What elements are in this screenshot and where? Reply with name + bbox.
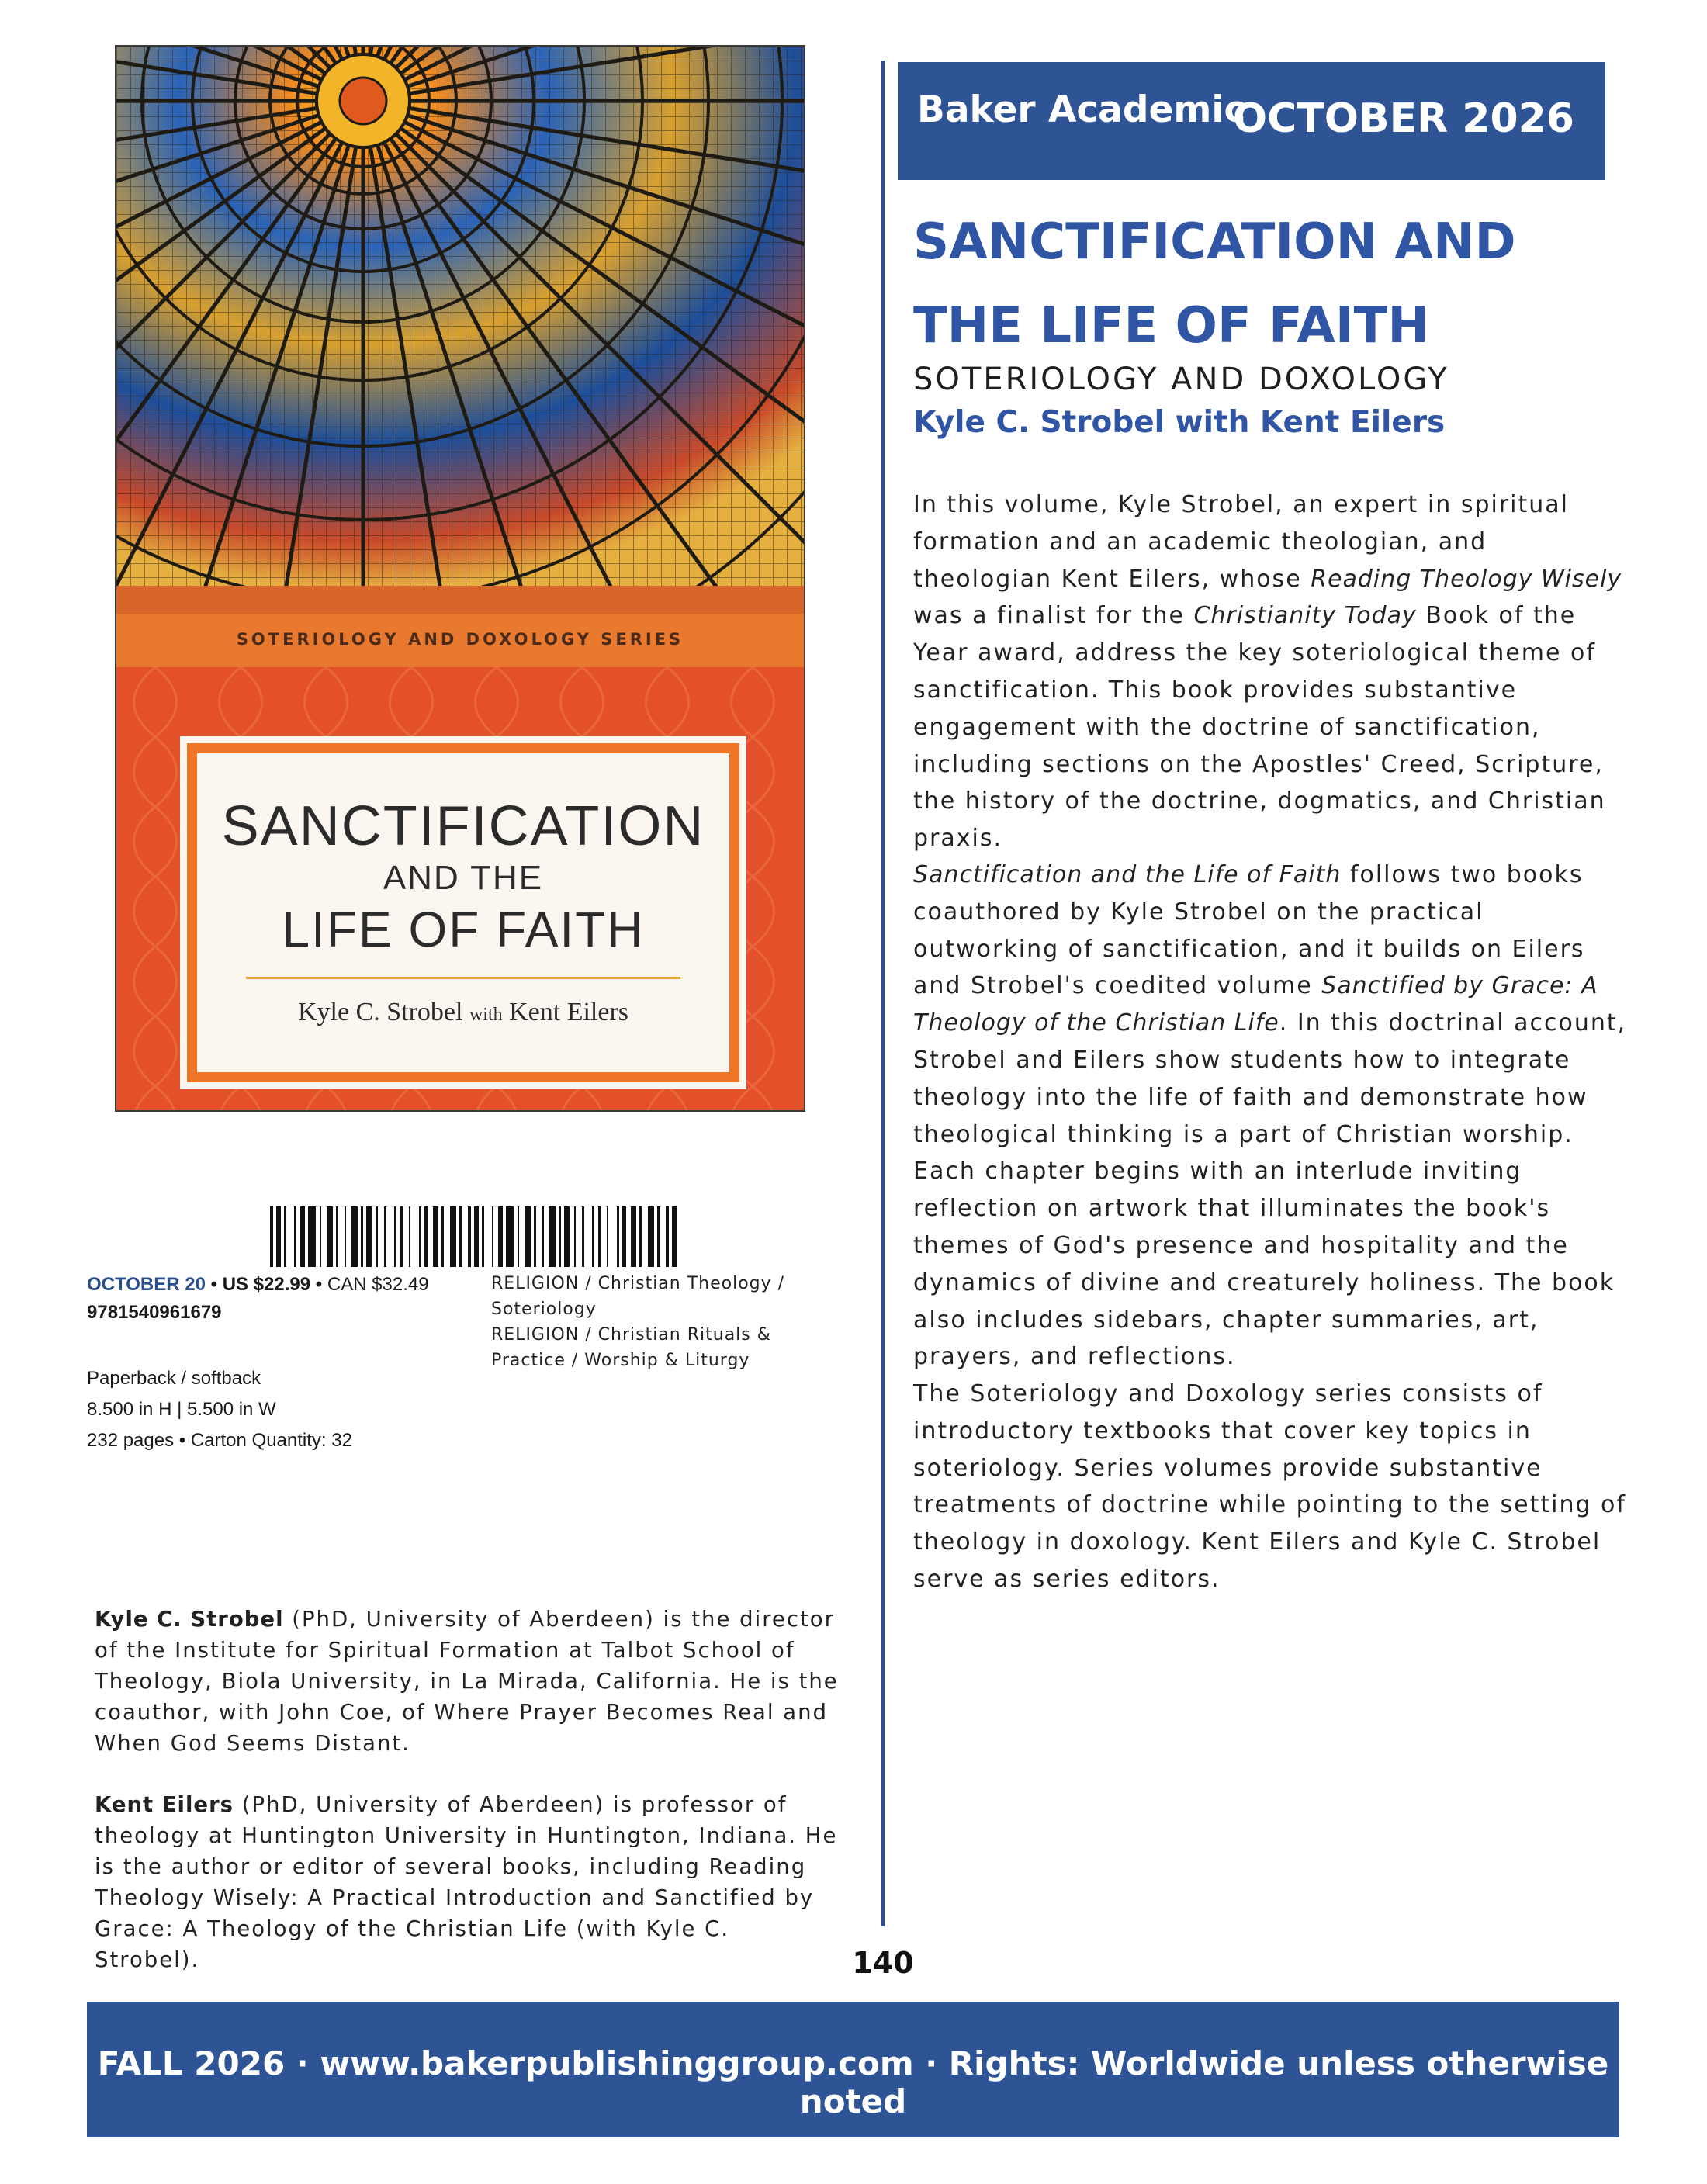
description-paragraph-1 bbox=[913, 486, 1627, 857]
pub-date: OCTOBER 20 bbox=[87, 1274, 206, 1295]
bio-name: Kyle C. Strobel bbox=[95, 1607, 284, 1632]
bio-name: Kent Eilers bbox=[95, 1792, 234, 1817]
barcode-bar bbox=[468, 1206, 471, 1267]
barcode-bar bbox=[474, 1206, 479, 1267]
pricing-block bbox=[87, 1271, 490, 1327]
cover-title-line-2: AND THE bbox=[383, 859, 544, 897]
column-divider bbox=[881, 61, 885, 1926]
book-title: SANCTIFICATION AND THE LIFE OF FAITH bbox=[913, 213, 1516, 355]
barcode-bar bbox=[441, 1206, 444, 1267]
cover-author-main: Kyle C. Strobel bbox=[297, 998, 463, 1026]
barcode-bar bbox=[598, 1206, 601, 1267]
barcode-bar bbox=[276, 1206, 281, 1267]
cover-authors bbox=[197, 998, 729, 1027]
cover-series-band: SOTERIOLOGY AND DOXOLOGY SERIES bbox=[116, 586, 804, 667]
barcode-bar bbox=[308, 1206, 316, 1267]
barcode bbox=[270, 1206, 677, 1267]
barcode-bar bbox=[336, 1206, 338, 1267]
barcode-bar bbox=[300, 1206, 305, 1267]
pattern-wave bbox=[753, 667, 774, 1112]
barcode-bar bbox=[639, 1206, 642, 1267]
barcode-bar bbox=[376, 1206, 378, 1267]
barcode-bar bbox=[400, 1206, 403, 1267]
cover-author-with: with bbox=[469, 1005, 503, 1025]
sep-2: • bbox=[310, 1274, 327, 1295]
barcode-bar bbox=[525, 1206, 531, 1267]
barcode-bar bbox=[518, 1206, 519, 1267]
author-bio-strobel bbox=[95, 1604, 840, 1759]
barcode-bar bbox=[657, 1206, 660, 1267]
can-price: CAN $32.49 bbox=[327, 1274, 429, 1295]
barcode-bar bbox=[617, 1206, 619, 1267]
catalog-header bbox=[898, 62, 1605, 180]
barcode-bar bbox=[672, 1206, 677, 1267]
category-1: RELIGION / Christian Theology / Soteriology bbox=[491, 1274, 785, 1319]
italic-title: Sanctification and the Life of Faith bbox=[913, 861, 1342, 888]
format: Paperback / softback bbox=[87, 1368, 261, 1389]
barcode-bar bbox=[492, 1206, 493, 1267]
cover-divider bbox=[246, 977, 680, 979]
barcode-bar bbox=[564, 1206, 570, 1267]
barcode-bar bbox=[361, 1206, 363, 1267]
barcode-bar bbox=[366, 1206, 372, 1267]
text: In this volume, Kyle Strobel, an expert in spiritual formation and an academic theologian, and theologian Kent Eilers, whose bbox=[913, 491, 1570, 593]
barcode-bar bbox=[666, 1206, 669, 1267]
barcode-bar bbox=[270, 1206, 273, 1267]
pattern-wave bbox=[134, 667, 156, 1112]
barcode-bar bbox=[351, 1206, 358, 1267]
us-price: US $22.99 bbox=[222, 1274, 311, 1295]
barcode-bar bbox=[648, 1206, 654, 1267]
italic-title: Sanctified by Grace: A Theology of the Christian Life bbox=[913, 972, 1598, 1037]
barcode-bar bbox=[574, 1206, 576, 1267]
barcode-bar bbox=[327, 1206, 333, 1267]
barcode-bar bbox=[622, 1206, 626, 1267]
cover-title-line-3: LIFE OF FAITH bbox=[282, 902, 645, 957]
book-subtitle: SOTERIOLOGY AND DOXOLOGY bbox=[913, 362, 1449, 397]
barcode-bar bbox=[592, 1206, 594, 1267]
barcode-bar bbox=[482, 1206, 484, 1267]
book-cover bbox=[115, 45, 805, 1112]
description-paragraph-2 bbox=[913, 857, 1627, 1376]
stained-glass-dome-art bbox=[116, 47, 804, 590]
isbn: 9781540961679 bbox=[87, 1302, 222, 1323]
barcode-bar bbox=[506, 1206, 514, 1267]
barcode-bar bbox=[320, 1206, 321, 1267]
footer-banner: FALL 2026 · www.bakerpublishinggroup.com · Rights: Worldwide unless otherwise noted bbox=[87, 2002, 1619, 2137]
text: . In this doctrinal account, Strobel and Eilers show students how to integrate theology into the life of faith and demonstrate how theological thinking is a part of Christian worship. Each chapter begins with an interlude inviting reflection on artwork that illuminates the book's themes of God's presence and hospitality and the dynamics of divine and creaturely holiness. The book also includes sidebars, chapter summaries, art, prayers, and reflections. bbox=[913, 1009, 1627, 1371]
book-authors: Kyle C. Strobel with Kent Eilers bbox=[913, 405, 1446, 440]
barcode-bar bbox=[384, 1206, 386, 1267]
release-month: OCTOBER 2026 bbox=[1232, 95, 1574, 142]
barcode-bar bbox=[424, 1206, 428, 1267]
pattern-wave bbox=[155, 667, 177, 1112]
book-specs bbox=[87, 1363, 521, 1456]
barcode-bar bbox=[409, 1206, 410, 1267]
barcode-bar bbox=[459, 1206, 462, 1267]
bio-text: (PhD, University of Aberdeen) is professor of theology at Huntington University in Huntington, Indiana. He is the author or editor of several books, including Reading Theology Wisely: A Practical Introduction and Sanctified by Grace: A Theology of the Christian Life (with Kyle C. Strobel). bbox=[95, 1792, 838, 1972]
barcode-bar bbox=[498, 1206, 503, 1267]
cover-lower-panel bbox=[116, 667, 804, 1112]
barcode-bar bbox=[433, 1206, 438, 1267]
barcode-bar bbox=[534, 1206, 536, 1267]
cover-title-line-1: SANCTIFICATION bbox=[221, 795, 705, 857]
barcode-bar bbox=[345, 1206, 346, 1267]
text: was a finalist for the bbox=[913, 602, 1194, 630]
cover-title-panel bbox=[187, 743, 739, 1082]
barcode-bar bbox=[559, 1206, 561, 1267]
barcode-bar bbox=[450, 1206, 456, 1267]
barcode-bar bbox=[582, 1206, 584, 1267]
description-paragraph-3: The Soteriology and Doxology series consists of introductory textbooks that cover key topics in soteriology. Series volumes provide substantive treatments of doctrine while pointing to the setting of theology in doxology. Kent Eilers and Kyle C. Strobel serve as series editors. bbox=[913, 1380, 1626, 1593]
barcode-bar bbox=[419, 1206, 421, 1267]
author-bio-eilers bbox=[95, 1789, 840, 1975]
barcode-bar bbox=[394, 1206, 396, 1267]
barcode-bar bbox=[549, 1206, 556, 1267]
italic-title: Christianity Today bbox=[1193, 602, 1417, 630]
barcode-bar bbox=[631, 1206, 636, 1267]
category-2: RELIGION / Christian Rituals & Practice / Worship & Liturgy bbox=[491, 1325, 771, 1370]
barcode-bar bbox=[607, 1206, 608, 1267]
dimensions: 8.500 in H | 5.500 in W bbox=[87, 1399, 276, 1420]
page-count: 232 pages • Carton Quantity: 32 bbox=[87, 1430, 352, 1451]
italic-title: Reading Theology Wisely bbox=[1311, 565, 1622, 593]
cover-author-second: Kent Eilers bbox=[509, 998, 629, 1026]
barcode-bar bbox=[284, 1206, 286, 1267]
barcode-bar bbox=[542, 1206, 544, 1267]
barcode-bar bbox=[294, 1206, 296, 1267]
bio-text: (PhD, University of Aberdeen) is the director of the Institute for Spiritual Formation at Talbot School of Theology, Biola University, in La Mirada, California. He is the coauthor, with John Coe, of Where Prayer Becomes Real and When God Seems Distant. bbox=[95, 1607, 839, 1756]
publisher-name: Baker Academic bbox=[917, 88, 1246, 131]
text: follows two books coauthored by Kyle Strobel on the practical outworking of sanctification, and it builds on Eilers and Strobel's coedited volume bbox=[913, 861, 1585, 1000]
text: Book of the Year award, address the key soteriological theme of sanctification. This book provides substantive engagement with the doctrine of sanctification, including sections on the Apostles' Creed, Scripture, the history of the doctrine, dogmatics, and Christian praxis. bbox=[913, 602, 1606, 853]
page-number: 140 bbox=[852, 1946, 914, 1980]
subject-categories bbox=[491, 1271, 825, 1373]
sep-1: • bbox=[205, 1274, 223, 1295]
